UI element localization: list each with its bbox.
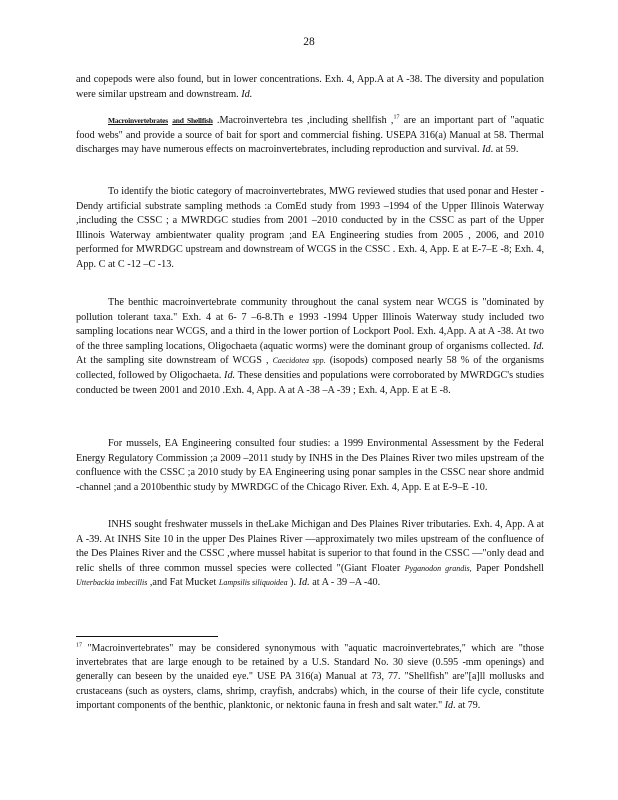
footnote-17 [76, 642, 544, 713]
footnote-text-b: . at 79. [453, 699, 481, 711]
paragraph-text: .Macroinvertebra tes ,including shellfish , [216, 115, 394, 126]
paragraph-text-c: (isopods) composed nearly 58 % of the organisms collected, followed by Oligochaeta. [76, 355, 544, 381]
paragraph-text: and copepods were also found, but in lower concentrations. Exh. 4, App.A at A -38. The diversity and population were similar upstream and downstream. [76, 74, 544, 100]
paragraph-text-b: Paper Pondshell [476, 562, 545, 574]
paragraph-text: INHS sought freshwater mussels in theLake Michigan and Des Plaines River tributaries. Exh. 4, App. A at A -39. At INHS Site 10 in the upper Des Plaines River —approximately two miles upstream of the confluence of the Des Plaines River and the CSSC ,where mussel habitat is superior to that found in the CSSC —"only dead and relic shells of three common mussel species were collected "(Giant Floater [76, 519, 544, 574]
paragraph-text-d: ). [290, 577, 297, 589]
species-name: Caecidotea spp. [272, 356, 326, 366]
species-name-3: Lampsilis siliquoidea [218, 578, 288, 588]
paragraph-text-b: At the sampling site downstream of WCGS , [76, 355, 269, 367]
page-number: 28 [303, 36, 315, 48]
paragraph-text-c: ,and Fat Mucket [149, 577, 217, 589]
footnote-text: "Macroinvertebrates" may be considered synonymous with "aquatic macroinvertebrates," which are "those invertebrates that are large enough to be retained by a U.S. Standard No. 30 sieve (0.595 -mm openings) and generally can beseen by the unaided eye." USE PA 316(a) Manual at 73, 77. "Shellfish" are"[a]ll mollusks and crustaceans (such as oysters, clams, shrimp, crayfish, andcrabs) which, in the course of their life cycle, constitute important components of the benthic, planktonic, or nektonic fauna in fresh and salt water." [76, 643, 544, 711]
paragraph-inhs [76, 518, 544, 591]
paragraph-text-e: at A - 39 –A -40. [312, 577, 381, 589]
citation-id: Id. [241, 88, 253, 100]
paragraph-text: To identify the biotic category of macroinvertebrates, MWG reviewed studies that used ponar and Hester -Dendy artificial substrate sampling methods :a ComEd study from 1993 –1994 of the Upper Illinois Waterway ,including the CSSC ; a MWRDGC studies from 2001 –2010 conducted by in the CSSC as part of the Upper Illinois Waterway ambientwater quality program ;and EA Engineering studies from 2005 , 2006, and 2010 performed for MWRDGC upstream and downstream of WCGS in the CSSC . Exh. 4, App. E at E-7–E -8; Exh. 4, App. C at C -12 –C -13. [76, 186, 544, 270]
paragraph-text-d: These densities and populations were corroborated by MWRDGC's studies conducted be tween 2001 and 2010 .Exh. 4, App. A at A -38 –A -39 ; Exh. 4, App. E at E -8. [76, 369, 545, 396]
citation-id: Id. [298, 577, 310, 589]
species-name: Pyganodon grandis, [404, 563, 472, 573]
citation-id: Id [482, 144, 491, 156]
citation-id: Id [444, 699, 454, 711]
section-heading-b: and Shellfish [172, 116, 213, 125]
paragraph-biotic-category [76, 185, 544, 273]
citation-id: Id. [532, 340, 544, 352]
paragraph-copepods [76, 73, 544, 102]
citation-id-2: Id. [224, 369, 236, 381]
footnote-number: 17 [76, 642, 82, 649]
footnote-divider [76, 636, 218, 637]
paragraph-benthic [76, 296, 544, 398]
footnote-ref: 17 [393, 114, 400, 121]
section-heading: Macroinvertebrates [108, 116, 168, 125]
paragraph-text-b: are an important part of "aquatic food webs" and provide a source of bait for sport and commercial fishing. USEPA 316(a) Manual at 58. Thermal discharges may have numerous effects on macroinvertebrates, including reproduction and survival. [76, 115, 545, 156]
paragraph-mussels [76, 437, 544, 495]
paragraph-text: For mussels, EA Engineering consulted four studies: a 1999 Environmental Assessment by the Federal Energy Regulatory Commission ;a 2009 –2011 study by INHS in the Des Plaines River two miles upstream of the confluence with the CSSC ;a 2010 study by EA Engineering using ponar samples in the CSSC near shore andmid -channel ;and a 2010benthic study by MWRDGC of the Chicago River. Exh. 4, App. E at E-9–E -10. [76, 438, 544, 493]
species-name-2: Utterbackia imbecillis [76, 578, 148, 588]
paragraph-text-c: . at 59. [490, 144, 519, 156]
paragraph-macroinvertebrates [76, 114, 544, 158]
paragraph-text: The benthic macroinvertebrate community throughout the canal system near WCGS is "dominated by pollution tolerant taxa." Exh. 4 at 6- 7 –6-8.Th e 1993 -1994 Upper Illinois Waterway study included two sampling locations near WCGS, and a third in the lower portion of Lockport Pool. Exh. 4,App. A at A -38. At two of the three sampling locations, Oligochaeta (aquatic worms) were the dominant group of organisms collected. [76, 297, 544, 352]
